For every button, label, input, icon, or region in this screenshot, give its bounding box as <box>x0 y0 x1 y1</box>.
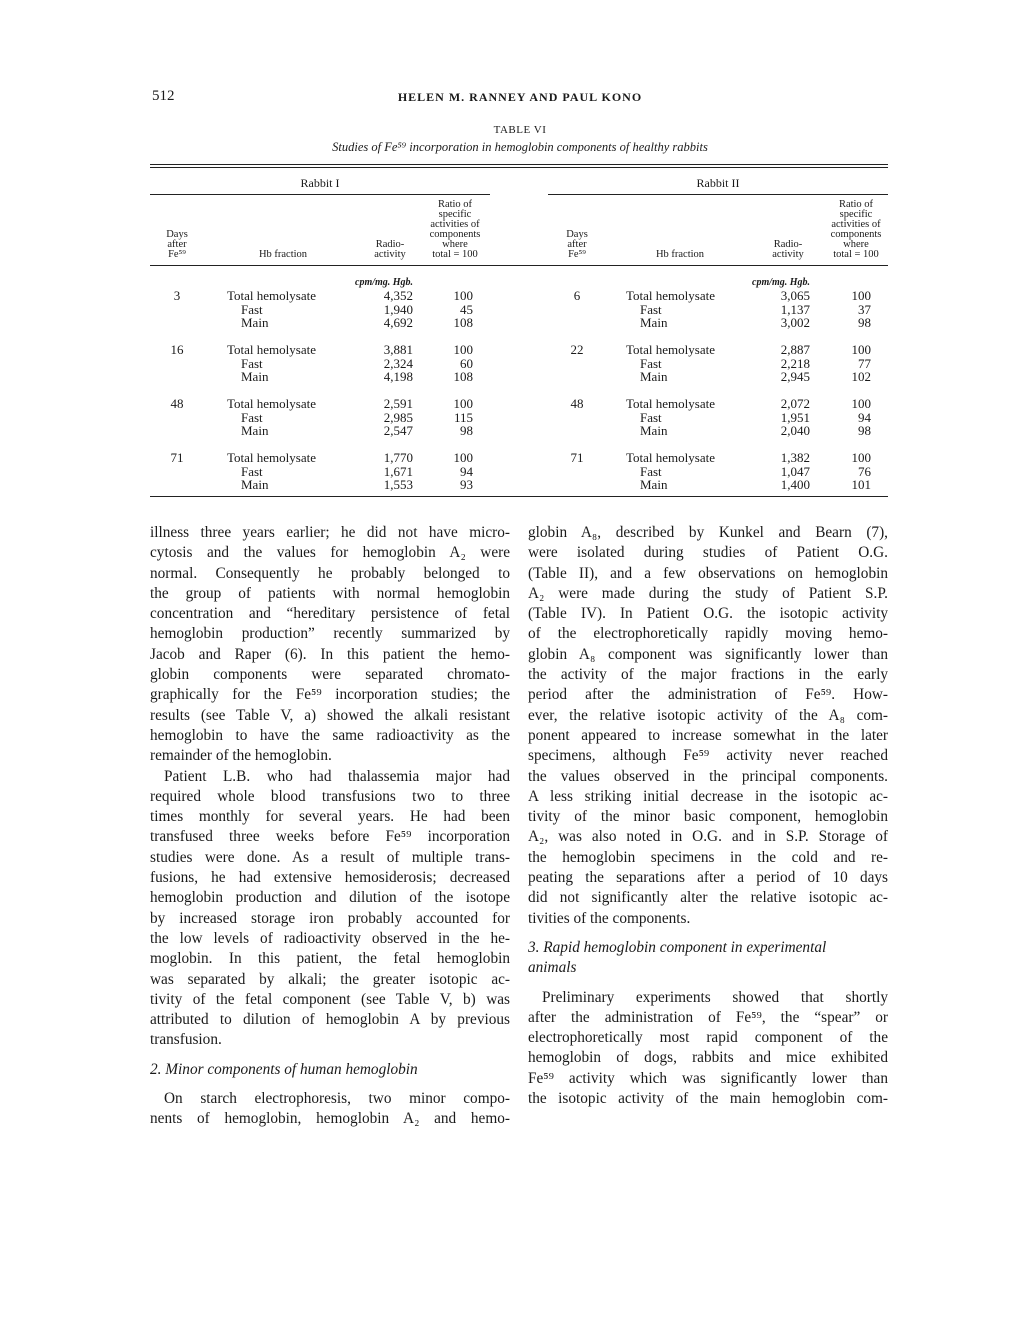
table-caption: Studies of Fe⁵⁹ incorporation in hemoglobin components of healthy rabbits <box>332 140 708 154</box>
radioactivity-cell: 1,400 <box>780 477 810 492</box>
ratio-cell: 101 <box>851 477 871 492</box>
paragraph-line: did not significantly alter the relative isotopic ac- <box>528 889 888 907</box>
header-ratio: total = 100 <box>833 249 879 260</box>
section-heading: 2. Minor components of human hemoglobin <box>150 1060 418 1078</box>
paragraph-line: A₂ were made during the study of Patient S.P. <box>528 584 888 602</box>
paragraph-line: by increased storage iron probably accounted for <box>150 909 510 927</box>
fraction-cell: Main <box>640 477 668 492</box>
days-cell: 6 <box>573 288 581 303</box>
radioactivity-cell: 2,887 <box>780 342 810 357</box>
header-ratio: components <box>830 229 882 240</box>
paragraph-line: hemoglobin of dogs, rabbits and mice exhibited <box>528 1049 888 1067</box>
paragraph-line: Jacob and Raper (6). In this patient the hemo- <box>150 645 510 663</box>
paragraph-line: the low levels of radioactivity observed in the he- <box>150 929 510 947</box>
paragraph-line: nents of hemoglobin, hemoglobin A₂ and hemo- <box>150 1110 510 1128</box>
ratio-cell: 45 <box>460 301 473 317</box>
paragraph-line: (Table IV). In Patient O.G. the isotopic activity <box>528 605 888 623</box>
paragraph-line: studies were done. As a result of multiple trans- <box>150 848 510 866</box>
paragraph-line: the group of patients with normal hemoglobin <box>150 584 510 602</box>
radioactivity-cell: 4,198 <box>383 369 413 384</box>
ratio-cell: 100 <box>453 450 473 465</box>
radioactivity-cell: 3,002 <box>780 315 810 330</box>
radioactivity-cell: 2,547 <box>383 423 413 438</box>
paragraph-line: Fe⁵⁹ activity which was significantly lower than <box>528 1069 888 1087</box>
header-days: Days <box>566 229 588 240</box>
fraction-cell: Main <box>241 423 269 438</box>
days-cell: 71 <box>570 450 584 465</box>
ratio-cell: 100 <box>851 396 871 411</box>
spacer <box>528 979 888 988</box>
fraction-cell: Fast <box>241 409 263 425</box>
paragraph-line: globin components were separated chromato- <box>150 666 510 684</box>
fraction-cell: Total hemolysate <box>227 396 316 411</box>
ratio-cell: 98 <box>460 423 473 438</box>
unit-label: cpm/mg. Hgb. <box>355 277 414 288</box>
radioactivity-cell: 1,382 <box>780 450 810 465</box>
right-text-column <box>528 523 888 1109</box>
header-ratio: components <box>429 229 481 240</box>
spacer <box>528 929 888 938</box>
paragraph-line: period after the administration of Fe⁵⁹. How- <box>528 686 888 704</box>
radioactivity-cell: 1,951 <box>780 409 810 425</box>
header-days: after <box>567 239 587 250</box>
paragraph-line: concentration and “hereditary persistence of fetal <box>150 605 510 623</box>
paragraph-line: Preliminary experiments showed that shortly <box>542 988 888 1006</box>
radioactivity-cell: 2,591 <box>383 396 413 411</box>
ratio-cell: 100 <box>851 450 871 465</box>
header-ratio: activities of <box>430 219 480 230</box>
header-ratio: specific <box>839 209 873 220</box>
paragraph-line: peating the separations after a period of 10 days <box>528 869 888 887</box>
ratio-cell: 98 <box>858 315 871 330</box>
paragraph-line: globin A₈, described by Kunkel and Bearn (7), <box>528 524 888 541</box>
paragraph-line: the isotopic activity of the main hemoglobin com- <box>528 1090 888 1108</box>
paragraph-line: transfused three weeks before Fe⁵⁹ incorporation <box>150 828 510 846</box>
paragraph-line: results (see Table V, a) showed the alkali resistant <box>150 706 510 724</box>
paragraph-line: of the electrophoretically rapidly moving hemo- <box>528 625 888 643</box>
fraction-cell: Total hemolysate <box>227 450 316 465</box>
header-ratio: Ratio of <box>838 199 874 210</box>
ratio-cell: 100 <box>453 288 473 303</box>
paragraph-line: illness three years earlier; he did not have micro- <box>150 524 510 541</box>
fraction-cell: Fast <box>241 463 263 479</box>
paragraph-line: hemoglobin to have the same radioactivity as the <box>150 726 510 744</box>
table-header-rule <box>150 265 888 266</box>
fraction-cell: Fast <box>640 409 662 425</box>
paragraph-line: ponent appeared to increase somewhat in the later <box>528 726 888 744</box>
paragraph-line: after the administration of Fe⁵⁹, the “spear” or <box>528 1008 888 1026</box>
header-ratio: Ratio of <box>437 199 473 210</box>
fraction-cell: Fast <box>241 301 263 317</box>
group-title: Rabbit I <box>300 176 340 190</box>
days-cell: 48 <box>570 396 584 411</box>
paragraph-line: A₂, was also noted in O.G. and in S.P. Storage of <box>528 828 888 846</box>
paragraph-line: cytosis and the values for hemoglobin A₂ were <box>150 544 510 562</box>
radioactivity-cell: 3,881 <box>383 342 413 357</box>
fraction-cell: Total hemolysate <box>626 450 715 465</box>
paragraph-line: specimens, although Fe⁵⁹ activity never reached <box>528 747 888 765</box>
ratio-cell: 93 <box>460 477 473 492</box>
radioactivity-cell: 2,985 <box>383 409 413 425</box>
radioactivity-cell: 1,137 <box>780 301 810 317</box>
section-heading: animals <box>528 959 577 977</box>
radioactivity-cell: 3,065 <box>780 288 810 303</box>
paragraph-line: was separated by alkali; the greater isotopic ac- <box>150 970 510 988</box>
fraction-cell: Total hemolysate <box>626 342 715 357</box>
fraction-cell: Main <box>640 315 668 330</box>
fraction-cell: Fast <box>241 355 263 371</box>
table-label: TABLE VI <box>493 124 547 136</box>
ratio-cell: 94 <box>460 463 473 479</box>
radioactivity-cell: 1,940 <box>383 301 413 317</box>
paragraph-line: On starch electrophoresis, two minor compo- <box>164 1090 510 1108</box>
ratio-cell: 98 <box>858 423 871 438</box>
radioactivity-cell: 1,770 <box>383 450 413 465</box>
header-days: Fe⁵⁹ <box>168 249 186 260</box>
paragraph-line: (Table II), and a few observations on hemoglobin <box>528 564 888 582</box>
fraction-cell: Fast <box>640 463 662 479</box>
paragraph-line: normal. Consequently he probably belonged to <box>150 564 510 582</box>
days-cell: 22 <box>570 342 584 357</box>
table-bottom-rule <box>150 496 888 497</box>
ratio-cell: 115 <box>453 409 473 425</box>
header-fraction: Hb fraction <box>258 249 308 260</box>
header-radio: activity <box>772 249 804 260</box>
header-days: Fe⁵⁹ <box>568 249 586 260</box>
paragraph-line: attributed to dilution of hemoglobin A by previous <box>150 1011 510 1029</box>
unit-label: cpm/mg. Hgb. <box>752 277 811 288</box>
paragraph-line: remainder of the hemoglobin. <box>150 747 332 765</box>
header-ratio: activities of <box>831 219 881 230</box>
paragraph-line: hemoglobin production” recently summarized by <box>150 625 510 643</box>
group-title: Rabbit II <box>696 176 740 190</box>
radioactivity-cell: 2,945 <box>780 369 810 384</box>
header-radio: Radio- <box>375 239 405 250</box>
paragraph-line: hemoglobin production and dilution of the isotope <box>150 889 510 907</box>
radioactivity-cell: 4,352 <box>383 288 413 303</box>
header-ratio: where <box>442 239 468 250</box>
paragraph-line: the activity of the major fractions in the early <box>528 666 888 684</box>
days-cell: 71 <box>170 450 184 465</box>
ratio-cell: 100 <box>453 342 473 357</box>
fraction-cell: Main <box>241 369 269 384</box>
ratio-cell: 100 <box>851 342 871 357</box>
header-days: after <box>167 239 187 250</box>
fraction-cell: Total hemolysate <box>626 288 715 303</box>
paragraph-line: Patient L.B. who had thalassemia major had <box>164 767 510 785</box>
days-cell: 3 <box>173 288 181 303</box>
spacer <box>150 1051 510 1060</box>
fraction-cell: Total hemolysate <box>227 288 316 303</box>
ratio-cell: 76 <box>858 463 871 479</box>
ratio-cell: 102 <box>851 369 871 384</box>
header-days: Days <box>166 229 188 240</box>
running-head: HELEN M. RANNEY AND PAUL KONO <box>397 90 643 104</box>
ratio-cell: 108 <box>453 369 473 384</box>
paragraph-line: the values observed in the principal components. <box>528 767 888 785</box>
paragraph-line: globin A₈ component was significantly lower than <box>528 645 888 663</box>
header-fraction: Hb fraction <box>655 249 705 260</box>
fraction-cell: Main <box>640 423 668 438</box>
paragraph-line: required whole blood transfusions two to three <box>150 787 510 805</box>
header-ratio: where <box>843 239 869 250</box>
page-number: 512 <box>152 88 175 104</box>
radioactivity-cell: 2,324 <box>383 355 413 371</box>
paragraph-line: tivity of the minor basic component, hemoglobin <box>528 808 888 826</box>
header-ratio: total = 100 <box>432 249 478 260</box>
ratio-cell: 100 <box>851 288 871 303</box>
paragraph-line: electrophoretically most rapid component of the <box>528 1029 888 1047</box>
radioactivity-cell: 1,553 <box>383 477 413 492</box>
spacer <box>150 1080 510 1089</box>
left-text-column <box>150 523 510 1130</box>
paragraph-line: tivities of the components. <box>528 909 691 927</box>
ratio-cell: 60 <box>460 355 473 371</box>
fraction-cell: Total hemolysate <box>626 396 715 411</box>
paragraph-line: graphically for the Fe⁵⁹ incorporation studies; the <box>150 686 510 704</box>
section-heading: 3. Rapid hemoglobin component in experimental <box>528 938 827 956</box>
group-rule <box>150 194 490 195</box>
paragraph-line: times monthly for several years. He had been <box>150 808 510 826</box>
radioactivity-cell: 2,218 <box>780 355 810 371</box>
fraction-cell: Main <box>241 315 269 330</box>
fraction-cell: Total hemolysate <box>227 342 316 357</box>
paragraph-line: were isolated during studies of Patient O.G. <box>528 544 888 562</box>
paragraph-line: fusions, he had extensive hemosiderosis; decreased <box>150 869 510 887</box>
fraction-cell: Fast <box>640 355 662 371</box>
days-cell: 16 <box>170 342 184 357</box>
header-radio: Radio- <box>773 239 803 250</box>
paragraph-line: A less striking initial decrease in the isotopic ac- <box>528 787 888 805</box>
fraction-cell: Fast <box>640 301 662 317</box>
paragraph-line: tivity of the fetal component (see Table V, b) was <box>150 990 510 1008</box>
ratio-cell: 77 <box>858 355 871 371</box>
ratio-cell: 108 <box>453 315 473 330</box>
header-ratio: specific <box>438 209 472 220</box>
table-top-rule <box>150 164 888 165</box>
ratio-cell: 37 <box>858 301 871 317</box>
radioactivity-cell: 1,047 <box>780 463 810 479</box>
radioactivity-cell: 2,040 <box>780 423 810 438</box>
group-rule <box>548 194 888 195</box>
radioactivity-cell: 2,072 <box>780 396 810 411</box>
ratio-cell: 100 <box>453 396 473 411</box>
fraction-cell: Main <box>640 369 668 384</box>
table-top-rule-2 <box>150 167 888 168</box>
paragraph-line: the hemoglobin specimens in the cold and re- <box>528 848 888 866</box>
paragraph-line: ever, the relative isotopic activity of the A₈ com- <box>528 706 888 724</box>
radioactivity-cell: 4,692 <box>383 315 413 330</box>
paragraph-line: moglobin. In this patient, the fetal hemoglobin <box>150 950 510 968</box>
header-radio: activity <box>374 249 406 260</box>
ratio-cell: 94 <box>858 409 871 425</box>
paragraph-line: transfusion. <box>150 1031 222 1049</box>
days-cell: 48 <box>170 396 184 411</box>
radioactivity-cell: 1,671 <box>383 463 413 479</box>
fraction-cell: Main <box>241 477 269 492</box>
